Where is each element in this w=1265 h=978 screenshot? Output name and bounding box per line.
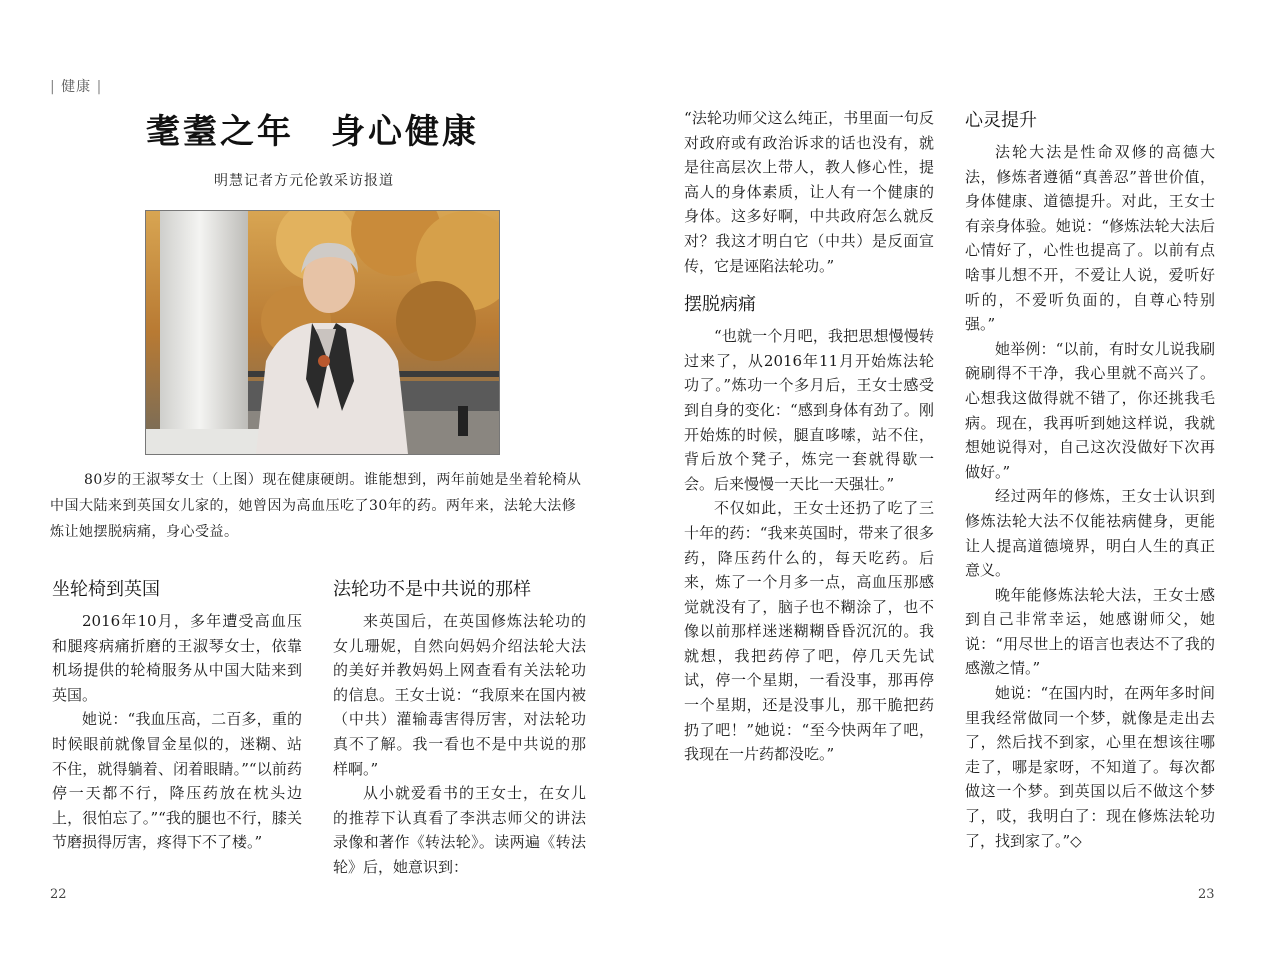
col4-paragraph: 法轮大法是性命双修的高德大法，修炼者遵循“真善忍”普世价值，身体健康、道德提升。对此，王女士有亲身体验。她说：“修炼法轮大法后心情好了，心性也提高了。以前有点啥事儿想不开，不爱让人说，爱听好听的，不爱听负面的，自尊心特别强。” (965, 143, 1215, 334)
byline: 明慧记者方元伦敦采访报道 (214, 173, 394, 189)
tag-bar-right: | (96, 79, 103, 95)
col3-heading: 摆脱病痛 (684, 294, 756, 316)
col2-paragraph: 来英国后，在英国修炼法轮功的女儿珊妮，自然向妈妈介绍法轮大法的美好并教妈妈上网查看有关法轮功的信息。王女士说：“我原来在国内被（中共）灌输毒害得厉害，对法轮功真不了解。我一看也不是中共说的那样啊。” (333, 612, 586, 778)
portrait-photo (145, 210, 500, 455)
col1-heading: 坐轮椅到英国 (52, 579, 160, 600)
col2-heading: 法轮功不是中共说的那样 (333, 579, 531, 600)
article-title: 耄耋之年 身心健康 (146, 112, 479, 152)
col4-paragraph: 她举例：“以前，有时女儿说我刷碗刷得不干净，我心里就不高兴了。心想我这做得就不错了，你还挑我毛病。现在，我再听到她这样说，我就想她说得对，自己这次没做好下次再做好。” (965, 339, 1215, 481)
column-2 (333, 575, 586, 880)
column-3 (684, 106, 934, 767)
col4-paragraph: 经过两年的修炼，王女士认识到修炼法轮大法不仅能祛病健身，更能让人提高道德境界，明白人生的真正意义。 (965, 487, 1215, 580)
col1-paragraph: 2016年10月，多年遭受高血压和腿疼病痛折磨的王淑琴女士，依靠机场提供的轮椅服务从中国大陆来到英国。 (52, 612, 302, 704)
col3-lead-paragraph: “法轮功师父这么纯正，书里面一句反对政府或有政治诉求的话也没有，就是往高层次上带人，教人修心性，提高人的身体素质，让人有一个健康的身体。这多好啊，中共政府怎么就反对？我这才明白它（中共）是反面宣传，它是诬陷法轮功。” (684, 109, 934, 275)
col4-paragraph: 她说：“在国内时，在两年多时间里我经常做同一个梦，就像是走出去了，然后找不到家，心里在想该往哪走了，哪是家呀，不知道了。每次都做这一个梦。到英国以后不做这个梦了，哎，我明白了：现在修炼法轮功了，找到家了。”◇ (965, 684, 1215, 850)
section-tag (50, 76, 102, 96)
page-number-left: 22 (50, 887, 67, 902)
column-4 (965, 106, 1215, 853)
caption-text: 80岁的王淑琴女士（上图）现在健康硬朗。谁能想到，两年前她是坐着轮椅从中国大陆来到英国女儿家的，她曾因为高血压吃了30年的药。两年来，法轮大法修炼让她摆脱病痛，身心受益。 (50, 472, 582, 540)
column-1 (52, 575, 302, 855)
col4-paragraph: 晚年能修炼法轮大法，王女士感到自己非常幸运，她感谢师父，她说：“用尽世上的语言也表达不了我的感激之情。” (965, 585, 1215, 678)
page-number-right: 23 (1198, 887, 1215, 902)
tag-bar-left: | (50, 79, 56, 95)
col3-paragraph: 不仅如此，王女士还扔了吃了三十年的药：“我来英国时，带来了很多药，降压药什么的，每天吃药。后来，炼了一个月多一点，高血压那感觉就没有了，脑子也不糊涂了，也不像以前那样迷迷糊糊昏昏沉沉的。我就想，我把药停了吧，停几天先试试，停一个星期，一看没事，那再停一个星期，还是没事儿，那干脆把药扔了吧！”她说：“至今快两年了吧，我现在一片药都没吃。” (684, 499, 934, 764)
col1-paragraph: 她说：“我血压高，二百多，重的时候眼前就像冒金星似的，迷糊、站不住，就得躺着、闭着眼睛。”“以前药停一天都不行，降压药放在枕头边上，很怕忘了。”“我的腿也不行，膝关节磨损得厉害，疼得下不了楼。” (52, 710, 302, 852)
section-tag-label: 健康 (61, 79, 92, 95)
col3-paragraph: “也就一个月吧，我把思想慢慢转过来了，从2016年11月开始炼法轮功了。”炼功一个多月后，王女士感受到自身的变化：“感到身体有劲了。刚开始炼的时候，腿直哆嗦，站不住，背后放个凳子，炼完一套就得歇一会。后来慢慢一天比一天强壮。” (684, 327, 934, 493)
col2-paragraph: 从小就爱看书的王女士，在女儿的推荐下认真看了李洪志师父的讲法录像和著作《转法轮》。读两遍《转法轮》后，她意识到： (333, 784, 586, 876)
col4-heading: 心灵提升 (965, 110, 1037, 131)
photo-caption (50, 467, 590, 545)
